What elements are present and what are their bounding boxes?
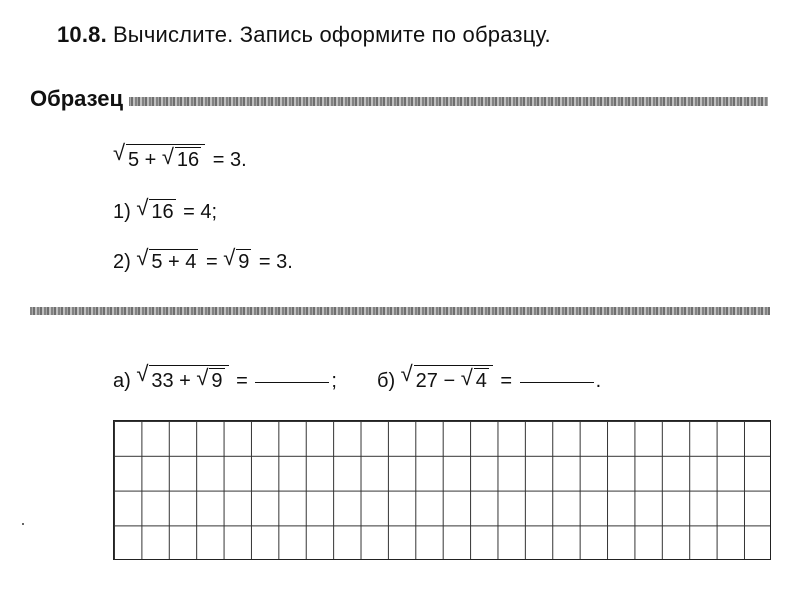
sqrt-symbol (136, 249, 198, 273)
step-2-radicand-2: 9 (238, 251, 250, 273)
task-b-inner-radicand: 4 (475, 370, 487, 392)
step-2-radicand: 5 + 4 (151, 251, 197, 273)
page-speck (22, 523, 24, 525)
task-b-answer-blank[interactable] (520, 381, 594, 383)
exercise-number: 10.8. (57, 22, 107, 47)
task-a-answer-blank[interactable] (255, 381, 329, 383)
step-2-equals: = (200, 251, 224, 273)
step-2-prefix: 2) (113, 251, 137, 273)
task-b-end: . (595, 370, 602, 392)
exercise-instruction: Вычислите. Запись оформите по образцу. (112, 22, 551, 47)
task-b-equals: = (494, 370, 518, 392)
sqrt-symbol (223, 249, 251, 273)
task-b (377, 365, 601, 392)
task-a-inner-radicand: 9 (211, 370, 223, 392)
step-1-radicand: 16 (151, 201, 174, 223)
step-2-result: = 3. (253, 251, 293, 273)
task-a-term: 33 + (151, 370, 197, 392)
task-a (113, 365, 337, 392)
answer-grid[interactable] (113, 420, 771, 560)
sample-header (30, 86, 770, 116)
sqrt-symbol (136, 199, 175, 223)
task-b-term: 27 − (415, 370, 461, 392)
sample-step-2 (113, 249, 293, 273)
task-b-radicand (414, 365, 493, 392)
sqrt-symbol (136, 365, 228, 392)
sample-expression (113, 144, 247, 171)
sample-step-1 (113, 199, 217, 223)
sample-inner-radicand: 16 (176, 149, 200, 171)
sample-radicand (126, 144, 205, 171)
sample-divider-bottom (30, 307, 770, 315)
sqrt-symbol (401, 365, 493, 392)
task-a-equals: = (230, 370, 254, 392)
sqrt-symbol (162, 147, 201, 171)
sample-label: Образец (30, 86, 129, 112)
step-1-prefix: 1) (113, 201, 137, 223)
task-a-radicand (149, 365, 228, 392)
step-1-result: = 4; (177, 201, 218, 223)
task-a-label: а) (113, 370, 137, 392)
task-a-end: ; (331, 370, 337, 392)
sqrt-symbol (196, 368, 224, 392)
sqrt-symbol (461, 368, 489, 392)
sample-result: = 3. (207, 149, 247, 171)
task-b-label: б) (377, 370, 401, 392)
exercise-title (57, 22, 551, 48)
sqrt-symbol (113, 144, 205, 171)
sample-term-a: 5 + (128, 149, 162, 171)
